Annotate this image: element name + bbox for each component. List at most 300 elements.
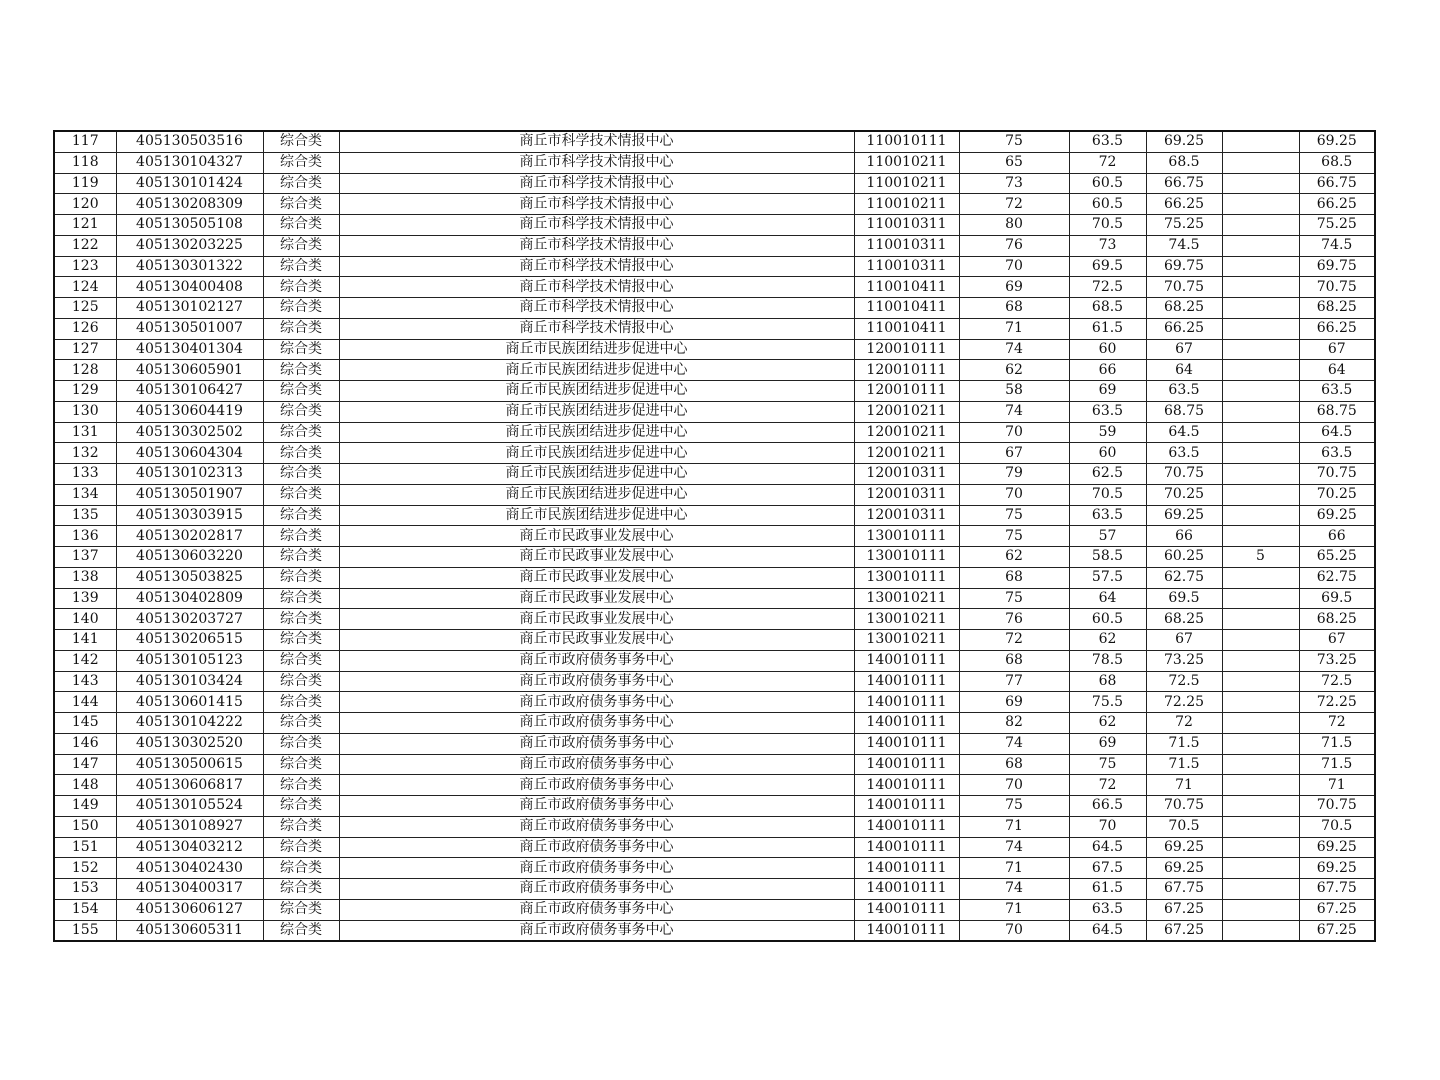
seq-cell: 149 [54,796,116,817]
interview-score-cell: 66.5 [1069,796,1146,817]
unit-cell: 商丘市政府债务事务中心 [339,837,854,858]
position-code-cell: 140010111 [854,879,959,900]
category-cell: 综合类 [263,899,339,920]
total-score-cell: 69.25 [1299,837,1375,858]
bonus-cell [1222,567,1299,588]
position-code-cell: 110010411 [854,277,959,298]
category-cell: 综合类 [263,796,339,817]
unit-cell: 商丘市民政事业发展中心 [339,588,854,609]
table-row [54,526,1375,547]
subtotal-cell: 70.5 [1146,816,1222,837]
total-score-cell: 69.5 [1299,588,1375,609]
written-score-cell: 68 [959,567,1069,588]
table-row [54,733,1375,754]
interview-score-cell: 67.5 [1069,858,1146,879]
interview-score-cell: 61.5 [1069,318,1146,339]
subtotal-cell: 60.25 [1146,547,1222,568]
interview-score-cell: 62 [1069,630,1146,651]
bonus-cell [1222,194,1299,215]
total-score-cell: 67 [1299,339,1375,360]
subtotal-cell: 72.25 [1146,692,1222,713]
exam-number-cell: 405130503516 [116,131,263,152]
total-score-cell: 66 [1299,526,1375,547]
bonus-cell [1222,858,1299,879]
position-code-cell: 120010211 [854,422,959,443]
table-row [54,422,1375,443]
seq-cell: 154 [54,899,116,920]
written-score-cell: 79 [959,464,1069,485]
subtotal-cell: 66.75 [1146,173,1222,194]
exam-number-cell: 405130400317 [116,879,263,900]
total-score-cell: 63.5 [1299,381,1375,402]
unit-cell: 商丘市科学技术情报中心 [339,298,854,319]
seq-cell: 127 [54,339,116,360]
total-score-cell: 66.25 [1299,194,1375,215]
category-cell: 综合类 [263,754,339,775]
written-score-cell: 76 [959,609,1069,630]
table-row [54,194,1375,215]
total-score-cell: 71 [1299,775,1375,796]
table-row [54,650,1375,671]
interview-score-cell: 69 [1069,733,1146,754]
exam-number-cell: 405130104327 [116,152,263,173]
position-code-cell: 130010111 [854,547,959,568]
seq-cell: 152 [54,858,116,879]
table-row [54,671,1375,692]
position-code-cell: 140010111 [854,733,959,754]
bonus-cell [1222,131,1299,152]
seq-cell: 118 [54,152,116,173]
written-score-cell: 68 [959,754,1069,775]
unit-cell: 商丘市科学技术情报中心 [339,318,854,339]
written-score-cell: 69 [959,692,1069,713]
table-row [54,401,1375,422]
exam-number-cell: 405130500615 [116,754,263,775]
seq-cell: 147 [54,754,116,775]
table-row [54,235,1375,256]
position-code-cell: 140010111 [854,671,959,692]
total-score-cell: 71.5 [1299,733,1375,754]
seq-cell: 136 [54,526,116,547]
table-row [54,920,1375,941]
category-cell: 综合类 [263,671,339,692]
subtotal-cell: 67.25 [1146,899,1222,920]
table-row [54,173,1375,194]
seq-cell: 134 [54,484,116,505]
bonus-cell [1222,318,1299,339]
interview-score-cell: 70 [1069,816,1146,837]
subtotal-cell: 63.5 [1146,381,1222,402]
seq-cell: 140 [54,609,116,630]
category-cell: 综合类 [263,318,339,339]
bonus-cell [1222,733,1299,754]
written-score-cell: 75 [959,505,1069,526]
seq-cell: 131 [54,422,116,443]
unit-cell: 商丘市民政事业发展中心 [339,609,854,630]
category-cell: 综合类 [263,920,339,941]
bonus-cell [1222,152,1299,173]
unit-cell: 商丘市民族团结进步促进中心 [339,484,854,505]
subtotal-cell: 67.75 [1146,879,1222,900]
category-cell: 综合类 [263,381,339,402]
unit-cell: 商丘市民族团结进步促进中心 [339,505,854,526]
seq-cell: 129 [54,381,116,402]
category-cell: 综合类 [263,277,339,298]
seq-cell: 130 [54,401,116,422]
interview-score-cell: 73 [1069,235,1146,256]
written-score-cell: 74 [959,733,1069,754]
table-row [54,298,1375,319]
written-score-cell: 74 [959,339,1069,360]
total-score-cell: 73.25 [1299,650,1375,671]
category-cell: 综合类 [263,879,339,900]
unit-cell: 商丘市民族团结进步促进中心 [339,464,854,485]
written-score-cell: 75 [959,131,1069,152]
total-score-cell: 70.75 [1299,796,1375,817]
interview-score-cell: 64.5 [1069,837,1146,858]
table-row [54,879,1375,900]
category-cell: 综合类 [263,567,339,588]
seq-cell: 137 [54,547,116,568]
written-score-cell: 71 [959,858,1069,879]
subtotal-cell: 66.25 [1146,318,1222,339]
interview-score-cell: 57 [1069,526,1146,547]
interview-score-cell: 60.5 [1069,609,1146,630]
interview-score-cell: 63.5 [1069,131,1146,152]
interview-score-cell: 66 [1069,360,1146,381]
table-row [54,837,1375,858]
unit-cell: 商丘市民族团结进步促进中心 [339,360,854,381]
bonus-cell [1222,339,1299,360]
subtotal-cell: 72.5 [1146,671,1222,692]
position-code-cell: 110010311 [854,235,959,256]
category-cell: 综合类 [263,630,339,651]
table-row [54,339,1375,360]
seq-cell: 132 [54,443,116,464]
seq-cell: 119 [54,173,116,194]
seq-cell: 141 [54,630,116,651]
table-row [54,547,1375,568]
seq-cell: 146 [54,733,116,754]
written-score-cell: 74 [959,879,1069,900]
exam-number-cell: 405130104222 [116,713,263,734]
written-score-cell: 68 [959,298,1069,319]
total-score-cell: 71.5 [1299,754,1375,775]
bonus-cell [1222,360,1299,381]
total-score-cell: 67.25 [1299,920,1375,941]
category-cell: 综合类 [263,298,339,319]
position-code-cell: 140010111 [854,837,959,858]
position-code-cell: 110010311 [854,215,959,236]
written-score-cell: 70 [959,920,1069,941]
exam-number-cell: 405130403212 [116,837,263,858]
seq-cell: 135 [54,505,116,526]
written-score-cell: 71 [959,816,1069,837]
unit-cell: 商丘市政府债务事务中心 [339,899,854,920]
position-code-cell: 140010111 [854,920,959,941]
seq-cell: 143 [54,671,116,692]
exam-number-cell: 405130601415 [116,692,263,713]
written-score-cell: 82 [959,713,1069,734]
seq-cell: 138 [54,567,116,588]
written-score-cell: 74 [959,401,1069,422]
unit-cell: 商丘市政府债务事务中心 [339,920,854,941]
total-score-cell: 64.5 [1299,422,1375,443]
category-cell: 综合类 [263,152,339,173]
unit-cell: 商丘市民族团结进步促进中心 [339,381,854,402]
bonus-cell [1222,609,1299,630]
total-score-cell: 72.25 [1299,692,1375,713]
unit-cell: 商丘市民政事业发展中心 [339,630,854,651]
written-score-cell: 74 [959,837,1069,858]
written-score-cell: 70 [959,422,1069,443]
seq-cell: 153 [54,879,116,900]
interview-score-cell: 75 [1069,754,1146,775]
bonus-cell [1222,484,1299,505]
bonus-cell [1222,235,1299,256]
bonus-cell: 5 [1222,547,1299,568]
subtotal-cell: 69.25 [1146,131,1222,152]
exam-number-cell: 405130605901 [116,360,263,381]
exam-number-cell: 405130303915 [116,505,263,526]
position-code-cell: 140010111 [854,775,959,796]
bonus-cell [1222,443,1299,464]
bonus-cell [1222,713,1299,734]
total-score-cell: 67 [1299,630,1375,651]
exam-number-cell: 405130605311 [116,920,263,941]
position-code-cell: 110010311 [854,256,959,277]
interview-score-cell: 69 [1069,381,1146,402]
category-cell: 综合类 [263,858,339,879]
exam-number-cell: 405130206515 [116,630,263,651]
unit-cell: 商丘市科学技术情报中心 [339,215,854,236]
table-row [54,277,1375,298]
bonus-cell [1222,215,1299,236]
subtotal-cell: 70.25 [1146,484,1222,505]
position-code-cell: 140010111 [854,692,959,713]
exam-number-cell: 405130101424 [116,173,263,194]
exam-number-cell: 405130302502 [116,422,263,443]
subtotal-cell: 66.25 [1146,194,1222,215]
table-row [54,215,1375,236]
subtotal-cell: 69.25 [1146,858,1222,879]
written-score-cell: 77 [959,671,1069,692]
unit-cell: 商丘市政府债务事务中心 [339,879,854,900]
written-score-cell: 65 [959,152,1069,173]
bonus-cell [1222,650,1299,671]
exam-number-cell: 405130400408 [116,277,263,298]
exam-number-cell: 405130103424 [116,671,263,692]
bonus-cell [1222,879,1299,900]
written-score-cell: 71 [959,899,1069,920]
table-row [54,858,1375,879]
position-code-cell: 140010111 [854,650,959,671]
category-cell: 综合类 [263,837,339,858]
bonus-cell [1222,173,1299,194]
interview-score-cell: 72.5 [1069,277,1146,298]
subtotal-cell: 63.5 [1146,443,1222,464]
written-score-cell: 70 [959,256,1069,277]
seq-cell: 126 [54,318,116,339]
seq-cell: 133 [54,464,116,485]
table-row [54,318,1375,339]
total-score-cell: 70.25 [1299,484,1375,505]
interview-score-cell: 62 [1069,713,1146,734]
interview-score-cell: 70.5 [1069,484,1146,505]
table-row [54,131,1375,152]
position-code-cell: 110010211 [854,194,959,215]
interview-score-cell: 70.5 [1069,215,1146,236]
written-score-cell: 69 [959,277,1069,298]
category-cell: 综合类 [263,215,339,236]
unit-cell: 商丘市民政事业发展中心 [339,567,854,588]
unit-cell: 商丘市科学技术情报中心 [339,173,854,194]
total-score-cell: 68.25 [1299,609,1375,630]
category-cell: 综合类 [263,401,339,422]
total-score-cell: 63.5 [1299,443,1375,464]
total-score-cell: 66.75 [1299,173,1375,194]
seq-cell: 117 [54,131,116,152]
interview-score-cell: 75.5 [1069,692,1146,713]
interview-score-cell: 60.5 [1069,173,1146,194]
category-cell: 综合类 [263,443,339,464]
position-code-cell: 140010111 [854,858,959,879]
unit-cell: 商丘市政府债务事务中心 [339,650,854,671]
position-code-cell: 130010111 [854,526,959,547]
unit-cell: 商丘市政府债务事务中心 [339,692,854,713]
bonus-cell [1222,298,1299,319]
written-score-cell: 75 [959,588,1069,609]
subtotal-cell: 70.75 [1146,277,1222,298]
interview-score-cell: 68.5 [1069,298,1146,319]
interview-score-cell: 64 [1069,588,1146,609]
seq-cell: 123 [54,256,116,277]
exam-number-cell: 405130105524 [116,796,263,817]
subtotal-cell: 66 [1146,526,1222,547]
category-cell: 综合类 [263,713,339,734]
position-code-cell: 110010211 [854,152,959,173]
position-code-cell: 110010111 [854,131,959,152]
table-row [54,713,1375,734]
interview-score-cell: 78.5 [1069,650,1146,671]
category-cell: 综合类 [263,464,339,485]
total-score-cell: 69.75 [1299,256,1375,277]
exam-number-cell: 405130106427 [116,381,263,402]
total-score-cell: 65.25 [1299,547,1375,568]
table-row [54,692,1375,713]
subtotal-cell: 64.5 [1146,422,1222,443]
seq-cell: 124 [54,277,116,298]
table-row [54,588,1375,609]
bonus-cell [1222,816,1299,837]
exam-number-cell: 405130604304 [116,443,263,464]
written-score-cell: 70 [959,484,1069,505]
subtotal-cell: 67 [1146,630,1222,651]
seq-cell: 120 [54,194,116,215]
exam-number-cell: 405130203225 [116,235,263,256]
unit-cell: 商丘市民族团结进步促进中心 [339,422,854,443]
category-cell: 综合类 [263,131,339,152]
written-score-cell: 58 [959,381,1069,402]
subtotal-cell: 64 [1146,360,1222,381]
seq-cell: 139 [54,588,116,609]
total-score-cell: 62.75 [1299,567,1375,588]
subtotal-cell: 68.75 [1146,401,1222,422]
unit-cell: 商丘市科学技术情报中心 [339,235,854,256]
total-score-cell: 70.75 [1299,464,1375,485]
total-score-cell: 75.25 [1299,215,1375,236]
written-score-cell: 68 [959,650,1069,671]
total-score-cell: 69.25 [1299,505,1375,526]
total-score-cell: 72.5 [1299,671,1375,692]
table-row [54,443,1375,464]
unit-cell: 商丘市政府债务事务中心 [339,733,854,754]
interview-score-cell: 60.5 [1069,194,1146,215]
table-row [54,609,1375,630]
interview-score-cell: 72 [1069,152,1146,173]
interview-score-cell: 59 [1069,422,1146,443]
category-cell: 综合类 [263,775,339,796]
position-code-cell: 120010111 [854,381,959,402]
seq-cell: 121 [54,215,116,236]
bonus-cell [1222,381,1299,402]
table-body [54,131,1375,941]
total-score-cell: 67.25 [1299,899,1375,920]
table-row [54,567,1375,588]
category-cell: 综合类 [263,547,339,568]
table-row [54,464,1375,485]
exam-number-cell: 405130401304 [116,339,263,360]
exam-number-cell: 405130102313 [116,464,263,485]
unit-cell: 商丘市民政事业发展中心 [339,547,854,568]
unit-cell: 商丘市政府债务事务中心 [339,775,854,796]
total-score-cell: 74.5 [1299,235,1375,256]
interview-score-cell: 62.5 [1069,464,1146,485]
interview-score-cell: 60 [1069,443,1146,464]
bonus-cell [1222,630,1299,651]
seq-cell: 148 [54,775,116,796]
exam-number-cell: 405130501907 [116,484,263,505]
interview-score-cell: 58.5 [1069,547,1146,568]
position-code-cell: 140010111 [854,899,959,920]
interview-score-cell: 69.5 [1069,256,1146,277]
exam-number-cell: 405130203727 [116,609,263,630]
total-score-cell: 70.75 [1299,277,1375,298]
unit-cell: 商丘市科学技术情报中心 [339,277,854,298]
bonus-cell [1222,256,1299,277]
subtotal-cell: 73.25 [1146,650,1222,671]
position-code-cell: 130010211 [854,609,959,630]
bonus-cell [1222,837,1299,858]
subtotal-cell: 72 [1146,713,1222,734]
position-code-cell: 110010411 [854,318,959,339]
total-score-cell: 66.25 [1299,318,1375,339]
seq-cell: 151 [54,837,116,858]
bonus-cell [1222,588,1299,609]
table-row [54,360,1375,381]
exam-number-cell: 405130301322 [116,256,263,277]
seq-cell: 122 [54,235,116,256]
category-cell: 综合类 [263,235,339,256]
written-score-cell: 72 [959,630,1069,651]
total-score-cell: 69.25 [1299,131,1375,152]
bonus-cell [1222,692,1299,713]
position-code-cell: 140010111 [854,754,959,775]
exam-number-cell: 405130501007 [116,318,263,339]
interview-score-cell: 63.5 [1069,505,1146,526]
position-code-cell: 110010411 [854,298,959,319]
table-row [54,484,1375,505]
